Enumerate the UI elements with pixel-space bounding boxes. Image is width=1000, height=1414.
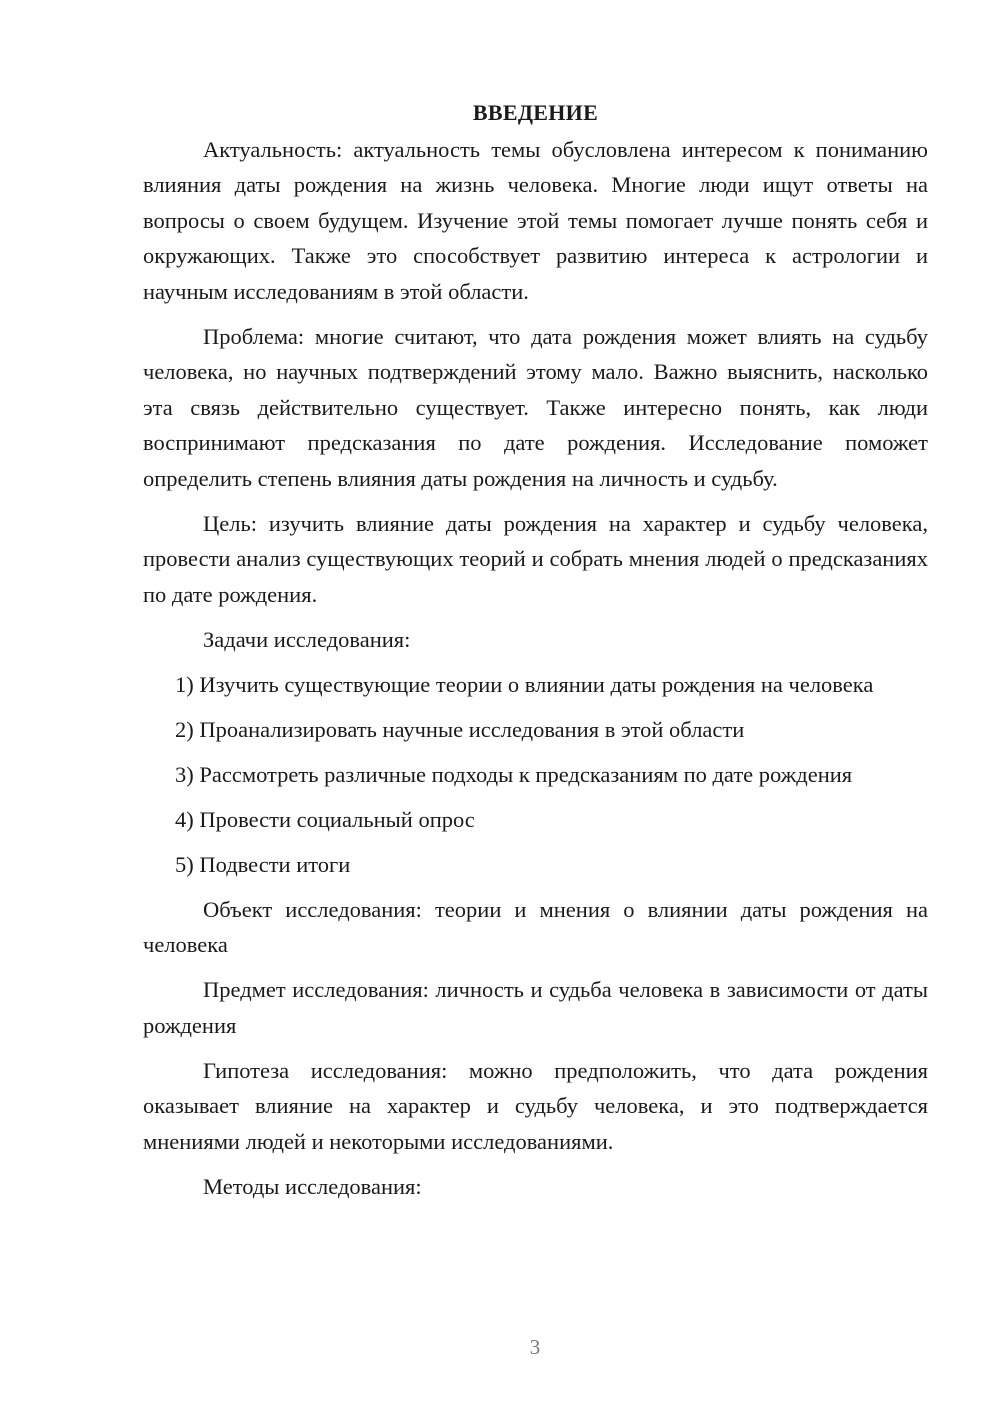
task-item: 5) Подвести итоги <box>175 851 351 877</box>
task-item: 1) Изучить существующие теории о влиянии даты рождения на человека <box>175 671 874 697</box>
methods-heading: Методы исследования: <box>203 1173 422 1199</box>
relevance-paragraph: Актуальность: актуальность темы обусловлена интересом к пониманию влияния даты рождения на жизнь человека. Многие люди ищут ответы на вопросы о своем будущем. Изучение этой темы помогает лучше понять себя и окружающих. Также это способствует развитию интереса к астрологии и научным исследованиям в этой области. <box>143 136 928 304</box>
hypothesis-paragraph: Гипотеза исследования: можно предположить, что дата рождения оказывает влияние на характер и судьбу человека, и это подтверждается мнениями людей и некоторыми исследованиями. <box>143 1057 928 1154</box>
task-item: 4) Провести социальный опрос <box>175 806 475 832</box>
object-paragraph: Объект исследования: теории и мнения о влиянии даты рождения на человека <box>143 896 928 957</box>
page-content <box>143 95 928 1214</box>
tasks-heading: Задачи исследования: <box>203 626 411 652</box>
section-title: ВВЕДЕНИЕ <box>472 100 599 125</box>
subject-paragraph: Предмет исследования: личность и судьба человека в зависимости от даты рождения <box>143 977 928 1038</box>
page-number: 3 <box>529 1335 541 1359</box>
problem-paragraph: Проблема: многие считают, что дата рождения может влиять на судьбу человека, но научных подтверждений этому мало. Важно выяснить, насколько эта связь действительно существует. Также интересно понять, как люди воспринимают предсказания по дате рождения. Исследование поможет определить степень влияния даты рождения на личность и судьбу. <box>143 323 928 491</box>
task-item: 3) Рассмотреть различные подходы к предсказаниям по дате рождения <box>175 761 853 787</box>
goal-paragraph: Цель: изучить влияние даты рождения на характер и судьбу человека, провести анализ существующих теорий и собрать мнения людей о предсказаниях по дате рождения. <box>143 510 928 607</box>
task-item: 2) Проанализировать научные исследования в этой области <box>175 716 745 742</box>
